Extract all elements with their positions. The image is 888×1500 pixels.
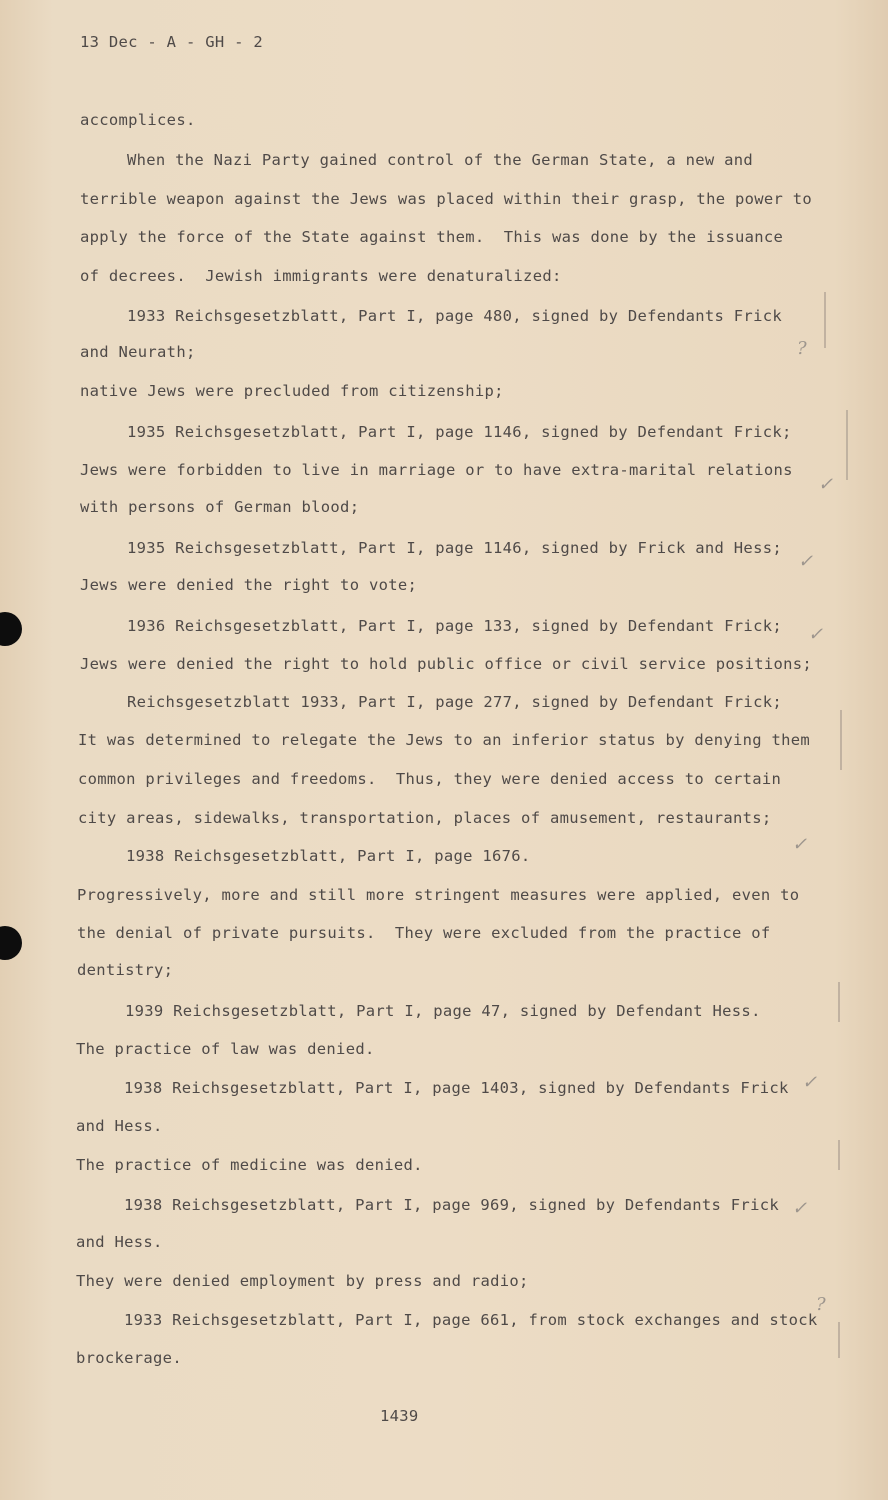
- text-line: 1935 Reichsgesetzblatt, Part I, page 1146, signed by Defendant Frick;: [127, 423, 792, 441]
- check-mark-icon: ✓: [818, 474, 834, 495]
- text-line: 1938 Reichsgesetzblatt, Part I, page 1676.: [126, 847, 531, 865]
- text-line: It was determined to relegate the Jews to an inferior status by denying them: [78, 731, 811, 749]
- text-line: Reichsgesetzblatt 1933, Part I, page 277, signed by Defendant Frick;: [127, 693, 782, 711]
- margin-line: [840, 710, 842, 770]
- text-line: accomplices.: [80, 111, 196, 129]
- question-mark-annotation: ?: [797, 338, 807, 359]
- text-line: Jews were denied the right to vote;: [80, 576, 418, 594]
- text-line: 1938 Reichsgesetzblatt, Part I, page 1403, signed by Defendants Frick: [124, 1079, 789, 1097]
- text-line: brockerage.: [76, 1349, 182, 1367]
- text-line: 1935 Reichsgesetzblatt, Part I, page 1146, signed by Frick and Hess;: [127, 539, 782, 557]
- check-mark-icon: ✓: [802, 1072, 818, 1093]
- margin-line: [838, 1322, 840, 1358]
- text-line: and Hess.: [76, 1117, 163, 1135]
- text-line: 1933 Reichsgesetzblatt, Part I, page 480, signed by Defendants Frick: [127, 307, 782, 325]
- text-line: 1933 Reichsgesetzblatt, Part I, page 661, from stock exchanges and stock: [124, 1311, 818, 1329]
- check-mark-icon: ✓: [798, 551, 814, 572]
- text-line: Jews were forbidden to live in marriage or to have extra-marital relations: [80, 461, 793, 479]
- margin-line: [838, 982, 840, 1022]
- binder-hole: [0, 926, 22, 960]
- text-line: Jews were denied the right to hold public office or civil service positions;: [80, 655, 813, 673]
- margin-line: [824, 292, 826, 348]
- document-reference: 13 Dec - A - GH - 2: [80, 33, 264, 51]
- text-line: city areas, sidewalks, transportation, places of amusement, restaurants;: [78, 809, 772, 827]
- text-line: They were denied employment by press and radio;: [76, 1272, 529, 1290]
- binder-hole: [0, 612, 22, 646]
- check-mark-icon: ✓: [808, 624, 824, 645]
- check-mark-icon: ✓: [792, 834, 808, 855]
- text-line: of decrees. Jewish immigrants were denaturalized:: [80, 267, 562, 285]
- text-line: and Hess.: [76, 1233, 163, 1251]
- text-line: native Jews were precluded from citizenship;: [80, 382, 504, 400]
- check-mark-icon: ✓: [792, 1198, 808, 1219]
- margin-line: [846, 410, 848, 480]
- text-line: with persons of German blood;: [80, 498, 360, 516]
- text-line: The practice of law was denied.: [76, 1040, 375, 1058]
- text-line: 1936 Reichsgesetzblatt, Part I, page 133, signed by Defendant Frick;: [127, 617, 782, 635]
- text-line: common privileges and freedoms. Thus, they were denied access to certain: [78, 770, 782, 788]
- text-line: apply the force of the State against them. This was done by the issuance: [80, 228, 784, 246]
- text-line: and Neurath;: [80, 343, 196, 361]
- text-line: terrible weapon against the Jews was placed within their grasp, the power to: [80, 190, 813, 208]
- text-line: the denial of private pursuits. They were excluded from the practice of: [77, 924, 771, 942]
- text-line: dentistry;: [77, 961, 174, 979]
- text-line: When the Nazi Party gained control of the German State, a new and: [127, 151, 754, 169]
- text-line: The practice of medicine was denied.: [76, 1156, 423, 1174]
- text-line: Progressively, more and still more stringent measures were applied, even to: [77, 886, 800, 904]
- question-mark-annotation: ?: [816, 1294, 826, 1315]
- margin-line: [838, 1140, 840, 1170]
- text-line: 1939 Reichsgesetzblatt, Part I, page 47, signed by Defendant Hess.: [125, 1002, 761, 1020]
- page-number: 1439: [380, 1407, 419, 1425]
- text-line: 1938 Reichsgesetzblatt, Part I, page 969, signed by Defendants Frick: [124, 1196, 779, 1214]
